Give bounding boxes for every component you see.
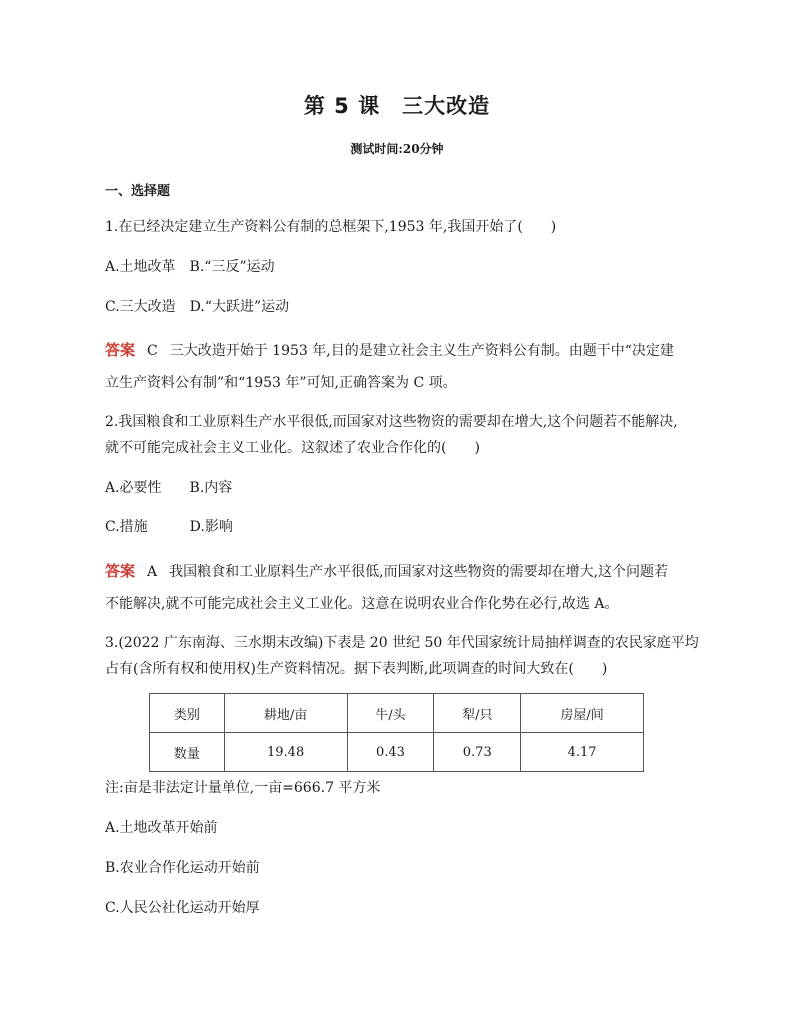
question-2-options-cd: C.措施 D.影响 <box>105 519 233 535</box>
table-header-cell: 牛/头 <box>347 694 434 733</box>
question-3-stem-line2: 占有(含所有权和使用权)生产资料情况。据下表判断,此项调查的时间大致在( ) <box>105 661 608 677</box>
table-header-cell: 房屋/间 <box>521 694 644 733</box>
answer-explanation: 我国粮食和工业原料生产水平很低,而国家对这些物资的需要却在增大,这个问题若 <box>169 564 669 580</box>
answer-label: 答案 <box>105 341 136 359</box>
question-3-option-a: A.土地改革开始前 <box>105 820 218 836</box>
question-1-options-ab: A.土地改革 B.“三反”运动 <box>105 259 275 275</box>
question-1-explanation-cont: 立生产资料公有制”和“1953 年”可知,正确答案为 C 项。 <box>105 375 457 391</box>
table-note: 注:亩是非法定计量单位,一亩=666.7 平方米 <box>105 780 381 796</box>
page-title: 第 5 课 三大改造 <box>303 94 491 118</box>
section-heading: 一、选择题 <box>105 184 171 199</box>
table-row <box>150 733 644 772</box>
answer-letter: C <box>147 343 158 359</box>
question-1-stem: 1.在已经决定建立生产资料公有制的总框架下,1953 年,我国开始了( ) <box>105 219 557 235</box>
table-header-cell: 耕地/亩 <box>224 694 347 733</box>
table-cell: 数量 <box>150 733 225 772</box>
answer-explanation: 三大改造开始于 1953 年,目的是建立社会主义生产资料公有制。由题干中“决定建 <box>169 343 674 359</box>
question-2-explanation-cont: 不能解决,就不可能完成社会主义工业化。这意在说明农业合作化势在必行,故选 A。 <box>105 596 619 612</box>
table-header-cell: 犁/只 <box>434 694 521 733</box>
question-2-answer <box>105 560 668 581</box>
table-header-cell: 类别 <box>150 694 225 733</box>
question-2-stem-line2: 就不可能完成社会主义工业化。这叙述了农业合作化的( ) <box>105 440 480 456</box>
table-header-row <box>150 694 644 733</box>
question-3-option-c: C.人民公社化运动开始厚 <box>105 900 260 916</box>
answer-letter: A <box>147 564 158 580</box>
question-3-option-b: B.农业合作化运动开始前 <box>105 860 260 876</box>
question-2-stem-line1: 2.我国粮食和工业原料生产水平很低,而国家对这些物资的需要却在增大,这个问题若不能解决, <box>105 414 678 430</box>
test-time: 测试时间:20分钟 <box>350 142 444 156</box>
question-3-stem-line1: 3.(2022 广东南海、三水期末改编)下表是 20 世纪 50 年代国家统计局抽样调查的农民家庭平均 <box>105 635 699 651</box>
table-cell: 4.17 <box>521 733 644 772</box>
question-1-options-cd: C.三大改造 D.“大跃进”运动 <box>105 299 290 315</box>
question-2-options-ab: A.必要性 B.内容 <box>105 480 233 496</box>
answer-label: 答案 <box>105 562 136 580</box>
table-cell: 19.48 <box>224 733 347 772</box>
table-cell: 0.43 <box>347 733 434 772</box>
data-table <box>149 693 644 772</box>
question-1-answer <box>105 339 674 360</box>
table-cell: 0.73 <box>434 733 521 772</box>
